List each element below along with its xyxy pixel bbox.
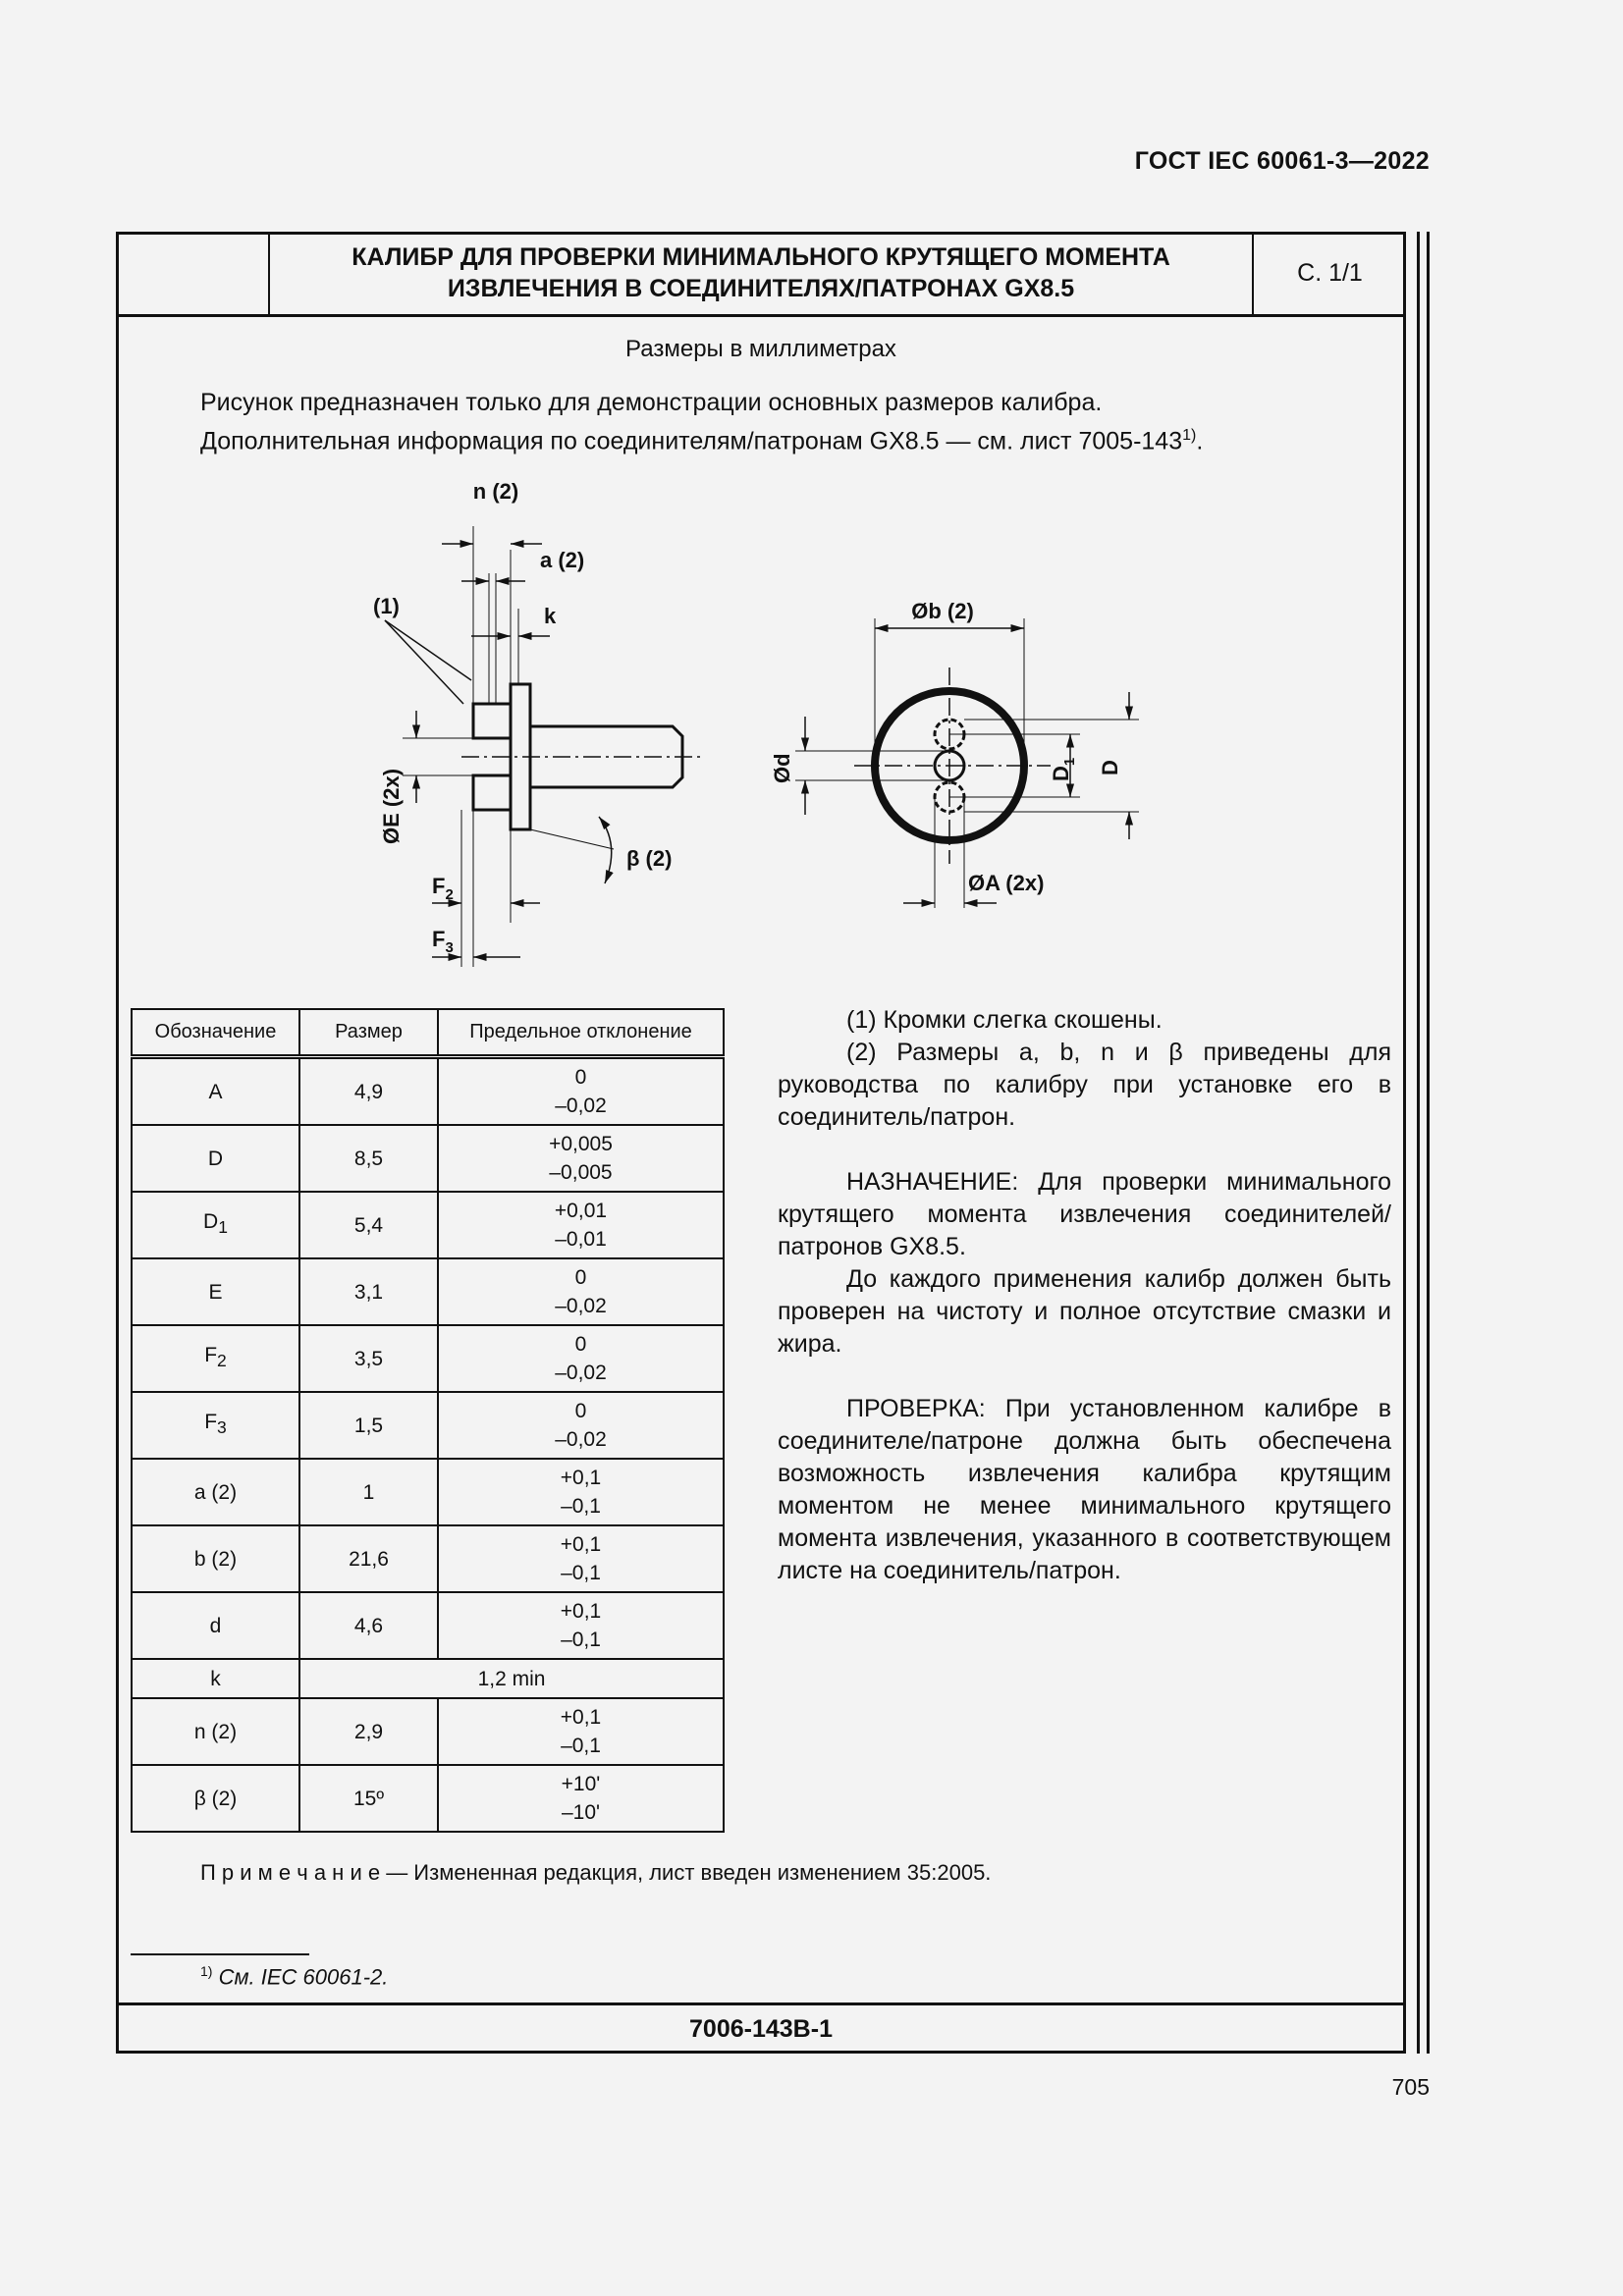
front-view <box>795 618 1139 908</box>
size-cell: 3,5 <box>299 1325 438 1392</box>
footnote-rule <box>131 1953 309 1955</box>
size-cell: 4,6 <box>299 1592 438 1659</box>
symbol-cell: D <box>132 1125 299 1192</box>
dimensions-table <box>131 1008 725 1833</box>
units-note: Размеры в миллиметрах <box>625 336 896 362</box>
bottom-rule <box>116 2002 1406 2005</box>
label-D: D <box>1098 760 1122 775</box>
title-block-blank <box>116 232 270 314</box>
notes-column <box>778 1004 1391 1587</box>
contact-pin <box>473 775 511 810</box>
tolerance-cell: +0,1 –0,1 <box>438 1459 724 1525</box>
footnote-ref: 1) <box>1182 427 1197 444</box>
size-cell: 5,4 <box>299 1192 438 1258</box>
table-row <box>132 1592 724 1659</box>
table-row <box>132 1258 724 1325</box>
change-note: П р и м е ч а н и е — Измененная редакция, лист введен изменением 35:2005. <box>200 1860 992 1885</box>
table-row <box>132 1659 724 1698</box>
table-row <box>132 1459 724 1525</box>
label-n2: n (2) <box>472 479 519 504</box>
symbol-cell: d <box>132 1592 299 1659</box>
label-b2: Øb (2) <box>911 599 974 623</box>
tolerance-cell: +0,005 –0,005 <box>438 1125 724 1192</box>
table-row <box>132 1765 724 1832</box>
column-header: Обозначение <box>132 1009 299 1057</box>
column-header: Предельное отклонение <box>438 1009 724 1057</box>
symbol-cell: $D_1$ <box>132 1192 299 1258</box>
sheet-page: С. 1/1 <box>1297 258 1363 287</box>
label-a2: a (2) <box>540 548 585 572</box>
intro-line: Рисунок предназначен только для демонстрации основных размеров калибра. <box>200 389 1103 416</box>
table-row <box>132 1057 724 1126</box>
standard-designation: ГОСТ IEC 60061-3—2022 <box>1134 147 1430 175</box>
purpose-text: НАЗНАЧЕНИЕ: Для проверки минимального крутящего момента извлечения соединителей/патронов GX8.5. <box>778 1168 1391 1260</box>
intro-line <box>200 419 1203 457</box>
table-row <box>132 1125 724 1192</box>
label-E: ØE (2x) <box>379 768 404 844</box>
table-row <box>132 1698 724 1765</box>
label-k: k <box>544 604 557 628</box>
label-F2: $F_2$ <box>432 874 454 903</box>
column-header: Размер <box>299 1009 438 1057</box>
table-row <box>132 1392 724 1459</box>
sheet-id: 7006-143B-1 <box>689 2015 833 2043</box>
tolerance-cell: 0 –0,02 <box>438 1057 724 1126</box>
note-1: (1) Кромки слегка скошены. <box>846 1006 1163 1034</box>
label-F3: $F_3$ <box>432 927 454 956</box>
table-row <box>132 1192 724 1258</box>
size-cell: 3,1 <box>299 1258 438 1325</box>
table-header-row <box>132 1009 724 1057</box>
symbol-cell: k <box>132 1659 299 1698</box>
side-view <box>385 526 702 967</box>
footnote-text: См. IEC 60061-2. <box>218 1964 389 1990</box>
frame-rule <box>1417 232 1420 2054</box>
intro-text <box>200 386 1203 457</box>
symbol-cell: $F_3$ <box>132 1392 299 1459</box>
size-cell: 4,9 <box>299 1057 438 1126</box>
table-row <box>132 1325 724 1392</box>
tolerance-cell: +0,1 –0,1 <box>438 1525 724 1592</box>
tolerance-cell: 0 –0,02 <box>438 1258 724 1325</box>
size-cell: 15º <box>299 1765 438 1832</box>
symbol-cell: A <box>132 1057 299 1126</box>
label-D1: $D_1$ <box>1049 757 1078 781</box>
size-cell: 2,9 <box>299 1698 438 1765</box>
sheet-title-line: КАЛИБР ДЛЯ ПРОВЕРКИ МИНИМАЛЬНОГО КРУТЯЩЕГО МОМЕНТА <box>352 243 1170 271</box>
tolerance-cell: 0 –0,02 <box>438 1392 724 1459</box>
footnote <box>200 1963 388 1990</box>
check-text: ПРОВЕРКА: При установленном калибре в соединителе/патроне должна быть обеспечена возможность извлечения калибра крутящим моментом не менее минимального крутящего момента извлечения, указанного в соответствующем листе на соединитель/патрон. <box>778 1395 1391 1584</box>
page-number: 705 <box>1391 2074 1430 2100</box>
size-cell: 1 <box>299 1459 438 1525</box>
symbol-cell: n (2) <box>132 1698 299 1765</box>
table-row <box>132 1525 724 1592</box>
gauge-drawing <box>363 471 1178 982</box>
intro-line-end: . <box>1196 427 1204 455</box>
front-view-labels <box>770 599 1122 895</box>
label-ref1: (1) <box>373 594 400 618</box>
purpose-text-2: До каждого применения калибр должен быть проверен на чистоту и полное отсутствие смазки и жира. <box>778 1265 1391 1358</box>
symbol-cell: a (2) <box>132 1459 299 1525</box>
symbol-cell: E <box>132 1258 299 1325</box>
footnote-mark: 1) <box>200 1963 213 1979</box>
table-body <box>132 1057 724 1833</box>
title-block <box>116 232 1406 317</box>
sheet-title-line: ИЗВЛЕЧЕНИЯ В СОЕДИНИТЕЛЯХ/ПАТРОНАХ GX8.5 <box>447 275 1075 302</box>
label-A: ØA (2x) <box>968 871 1045 895</box>
symbol-cell: b (2) <box>132 1525 299 1592</box>
merged-value-cell: 1,2 min <box>299 1659 724 1698</box>
intro-line-text: Дополнительная информация по соединителям/патронам GX8.5 — см. лист 7005-143 <box>200 427 1183 455</box>
symbol-cell: $F_2$ <box>132 1325 299 1392</box>
sheet-title <box>270 232 1254 314</box>
frame-rule <box>1427 232 1430 2054</box>
label-d: Ød <box>770 753 794 783</box>
tolerance-cell: +0,1 –0,1 <box>438 1698 724 1765</box>
tolerance-cell: +0,1 –0,1 <box>438 1592 724 1659</box>
tolerance-cell: +10' –10' <box>438 1765 724 1832</box>
tolerance-cell: 0 –0,02 <box>438 1325 724 1392</box>
size-cell: 8,5 <box>299 1125 438 1192</box>
size-cell: 1,5 <box>299 1392 438 1459</box>
label-beta: β (2) <box>626 846 673 871</box>
size-cell: 21,6 <box>299 1525 438 1592</box>
note-2: (2) Размеры a, b, n и β приведены для руководства по калибру при установке его в соединитель/патрон. <box>778 1039 1391 1131</box>
symbol-cell: β (2) <box>132 1765 299 1832</box>
tolerance-cell: +0,01 –0,01 <box>438 1192 724 1258</box>
contact-pin <box>473 704 511 738</box>
